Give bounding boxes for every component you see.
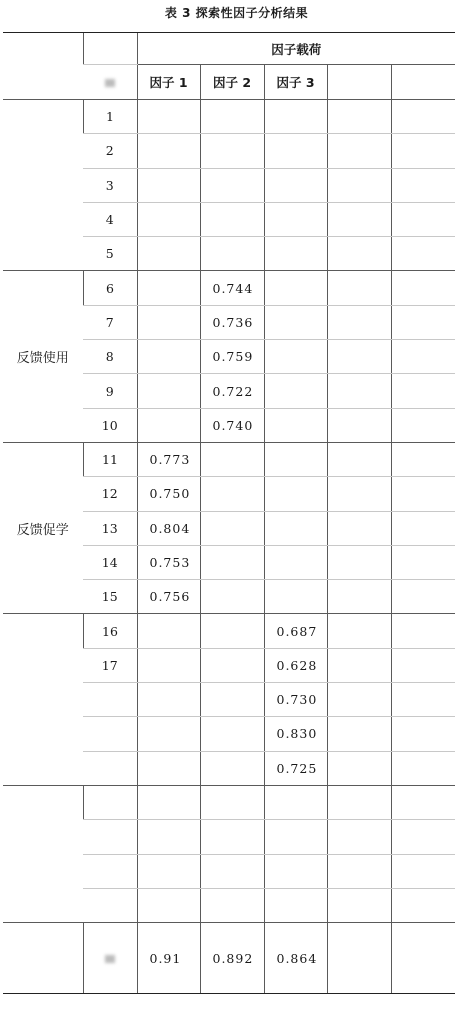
item-number <box>83 888 137 922</box>
group-label: 反馈使用 <box>3 271 83 442</box>
blank-cell <box>327 648 391 682</box>
loading-factor-1 <box>137 648 200 682</box>
blank-cell <box>391 785 455 819</box>
item-number: 11 <box>83 442 137 476</box>
loading-factor-3: 0.725 <box>264 751 327 785</box>
loading-factor-3 <box>264 168 327 202</box>
blank-cell <box>391 923 455 994</box>
factor-analysis-table <box>3 32 455 994</box>
blank-cell <box>391 442 455 476</box>
loading-factor-2 <box>200 237 264 271</box>
reliability-factor-1: 0.91 <box>137 923 200 994</box>
item-number: 6 <box>83 271 137 305</box>
item-number <box>83 717 137 751</box>
table-title: 表 3 探索性因子分析结果 <box>164 6 309 20</box>
blank-cell <box>327 545 391 579</box>
item-number: 8 <box>83 340 137 374</box>
loading-factor-1 <box>137 785 200 819</box>
table-row <box>3 614 455 648</box>
loading-factor-1 <box>137 202 200 236</box>
blank-cell <box>327 202 391 236</box>
blank-cell <box>391 820 455 854</box>
blank-cell <box>391 202 455 236</box>
blank-cell <box>391 340 455 374</box>
loading-factor-3 <box>264 785 327 819</box>
blank-cell <box>327 717 391 751</box>
item-number: 3 <box>83 168 137 202</box>
header-blank-cell <box>83 33 137 65</box>
item-number: 12 <box>83 477 137 511</box>
loading-factor-1: 0.753 <box>137 545 200 579</box>
blank-cell <box>391 854 455 888</box>
loading-factor-1 <box>137 717 200 751</box>
header-factor-2: 因子 2 <box>200 65 264 100</box>
reliability-row <box>3 923 455 994</box>
loading-factor-1: 0.773 <box>137 442 200 476</box>
blank-cell <box>391 648 455 682</box>
loading-factor-2: 0.722 <box>200 374 264 408</box>
blank-cell <box>391 683 455 717</box>
loading-factor-1 <box>137 854 200 888</box>
loading-factor-2 <box>200 545 264 579</box>
header-factor-loading: 因子载荷 <box>137 33 455 65</box>
blank-cell <box>391 751 455 785</box>
loading-factor-3 <box>264 854 327 888</box>
loading-factor-2 <box>200 785 264 819</box>
loading-factor-3 <box>264 442 327 476</box>
group-label: 反馈促学 <box>3 442 83 613</box>
blank-cell <box>391 168 455 202</box>
loading-factor-3 <box>264 477 327 511</box>
blank-cell <box>327 168 391 202</box>
loading-factor-2 <box>200 888 264 922</box>
blank-cell <box>327 477 391 511</box>
loading-factor-2: 0.759 <box>200 340 264 374</box>
loading-factor-3 <box>264 580 327 614</box>
blank-cell <box>391 305 455 339</box>
loading-factor-2 <box>200 717 264 751</box>
loading-factor-2 <box>200 751 264 785</box>
blank-cell <box>327 751 391 785</box>
loading-factor-3 <box>264 888 327 922</box>
table-row <box>3 100 455 134</box>
loading-factor-2 <box>200 854 264 888</box>
loading-factor-2 <box>200 442 264 476</box>
blank-cell <box>391 237 455 271</box>
blank-cell <box>391 614 455 648</box>
blank-cell <box>327 511 391 545</box>
blank-cell <box>391 717 455 751</box>
blank-cell <box>391 271 455 305</box>
loading-factor-3 <box>264 340 327 374</box>
loading-factor-2: 0.740 <box>200 408 264 442</box>
loading-factor-2 <box>200 648 264 682</box>
loading-factor-2: 0.736 <box>200 305 264 339</box>
header-dimension-cell <box>3 33 83 100</box>
blank-cell <box>391 100 455 134</box>
loading-factor-2 <box>200 100 264 134</box>
loading-factor-3 <box>264 237 327 271</box>
blank-cell <box>327 340 391 374</box>
loading-factor-1 <box>137 340 200 374</box>
loading-factor-2 <box>200 511 264 545</box>
item-number: 17 <box>83 648 137 682</box>
loading-factor-3 <box>264 374 327 408</box>
blank-cell <box>391 477 455 511</box>
loading-factor-2 <box>200 580 264 614</box>
blank-cell <box>327 271 391 305</box>
group-label <box>3 100 83 271</box>
loading-factor-2 <box>200 820 264 854</box>
loading-factor-1: 0.750 <box>137 477 200 511</box>
item-number: 1 <box>83 100 137 134</box>
blank-cell <box>391 408 455 442</box>
header-item-cell <box>83 65 137 100</box>
loading-factor-1 <box>137 100 200 134</box>
header-row-1 <box>3 33 455 65</box>
loading-factor-3: 0.730 <box>264 683 327 717</box>
loading-factor-1 <box>137 408 200 442</box>
item-number: 10 <box>83 408 137 442</box>
loading-factor-3 <box>264 408 327 442</box>
loading-factor-1 <box>137 888 200 922</box>
loading-factor-1 <box>137 751 200 785</box>
blurred-label-icon <box>105 955 115 963</box>
item-number: 2 <box>83 134 137 168</box>
loading-factor-1 <box>137 168 200 202</box>
item-number <box>83 820 137 854</box>
loading-factor-1 <box>137 374 200 408</box>
loading-factor-3 <box>264 134 327 168</box>
blank-cell <box>327 683 391 717</box>
item-number <box>83 854 137 888</box>
item-number: 5 <box>83 237 137 271</box>
item-number <box>83 751 137 785</box>
item-number: 7 <box>83 305 137 339</box>
group-label <box>3 785 83 922</box>
blank-cell <box>327 785 391 819</box>
blank-cell <box>327 100 391 134</box>
item-number: 14 <box>83 545 137 579</box>
blank-cell <box>391 134 455 168</box>
reliability-factor-3: 0.864 <box>264 923 327 994</box>
blurred-item-icon <box>105 79 115 87</box>
header-blank-cell <box>391 65 455 100</box>
blank-cell <box>391 511 455 545</box>
item-number: 9 <box>83 374 137 408</box>
blank-cell <box>327 305 391 339</box>
loading-factor-1: 0.804 <box>137 511 200 545</box>
loading-factor-2: 0.744 <box>200 271 264 305</box>
item-number: 15 <box>83 580 137 614</box>
loading-factor-3 <box>264 511 327 545</box>
blank-cell <box>327 580 391 614</box>
item-number: 4 <box>83 202 137 236</box>
item-number: 13 <box>83 511 137 545</box>
blank-cell <box>327 854 391 888</box>
group-label <box>3 614 83 785</box>
table-row <box>3 785 455 819</box>
loading-factor-3 <box>264 545 327 579</box>
table-row <box>3 271 455 305</box>
loading-factor-1 <box>137 237 200 271</box>
loading-factor-1 <box>137 683 200 717</box>
blank-cell <box>327 442 391 476</box>
loading-factor-3: 0.628 <box>264 648 327 682</box>
blank-cell <box>327 374 391 408</box>
table-row <box>3 442 455 476</box>
loading-factor-3 <box>264 820 327 854</box>
item-number <box>83 785 137 819</box>
blank-cell <box>391 888 455 922</box>
reliability-factor-2: 0.892 <box>200 923 264 994</box>
blank-cell <box>327 820 391 854</box>
loading-factor-1 <box>137 614 200 648</box>
loading-factor-3 <box>264 271 327 305</box>
loading-factor-1: 0.756 <box>137 580 200 614</box>
loading-factor-1 <box>137 271 200 305</box>
loading-factor-2 <box>200 614 264 648</box>
loading-factor-2 <box>200 202 264 236</box>
blank-cell <box>391 545 455 579</box>
header-blank-cell <box>327 65 391 100</box>
loading-factor-2 <box>200 683 264 717</box>
loading-factor-1 <box>137 305 200 339</box>
blank-cell <box>3 923 83 994</box>
loading-factor-3 <box>264 202 327 236</box>
loading-factor-1 <box>137 820 200 854</box>
header-factor-1: 因子 1 <box>137 65 200 100</box>
loading-factor-2 <box>200 134 264 168</box>
blank-cell <box>327 237 391 271</box>
blank-cell <box>327 134 391 168</box>
blank-cell <box>327 888 391 922</box>
loading-factor-3 <box>264 100 327 134</box>
loading-factor-2 <box>200 168 264 202</box>
loading-factor-3 <box>264 305 327 339</box>
blank-cell <box>327 408 391 442</box>
blank-cell <box>327 614 391 648</box>
header-factor-3: 因子 3 <box>264 65 327 100</box>
loading-factor-1 <box>137 134 200 168</box>
loading-factor-2 <box>200 477 264 511</box>
blank-cell <box>391 580 455 614</box>
item-number: 16 <box>83 614 137 648</box>
last-row-label <box>83 923 137 994</box>
loading-factor-3: 0.830 <box>264 717 327 751</box>
item-number <box>83 683 137 717</box>
blank-cell <box>327 923 391 994</box>
loading-factor-3: 0.687 <box>264 614 327 648</box>
blank-cell <box>391 374 455 408</box>
